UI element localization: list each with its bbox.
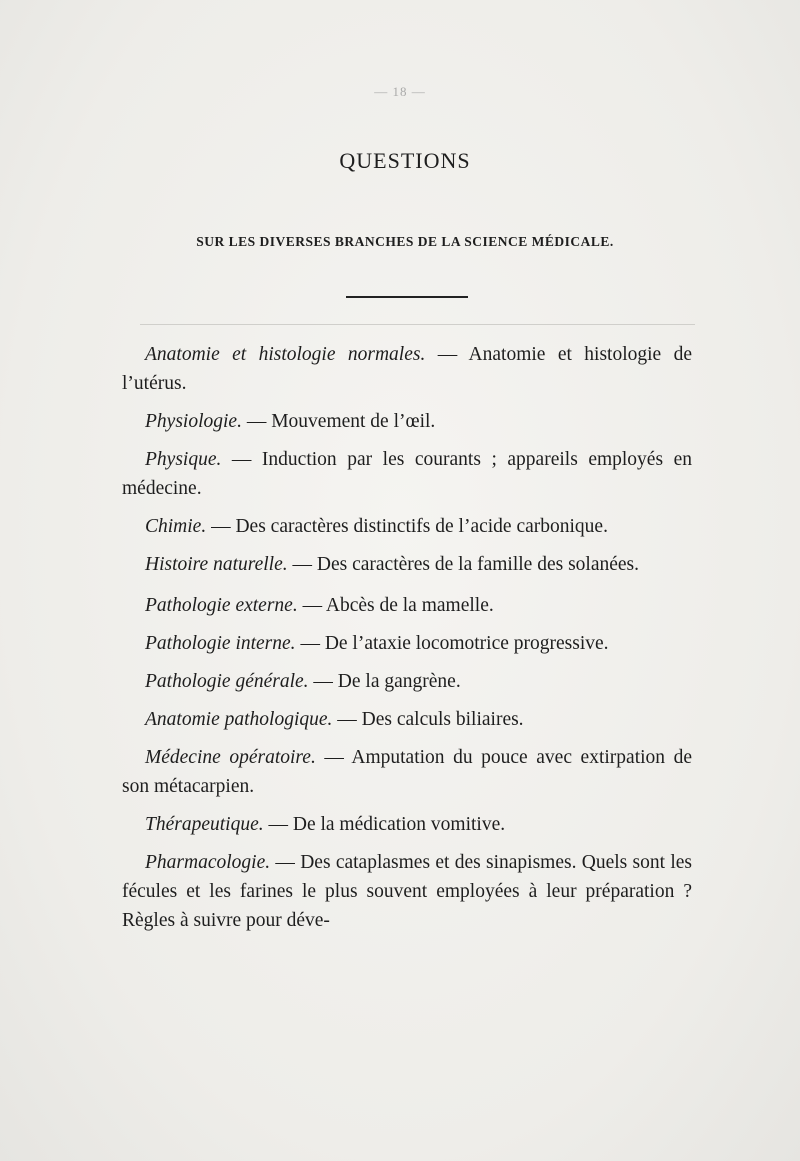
question-entry xyxy=(122,743,692,801)
question-text: — Anatomie et histologie de l’utérus. xyxy=(122,344,692,394)
question-subject: Pathologie interne. xyxy=(145,633,296,654)
question-subject: Pathologie générale. xyxy=(145,671,309,692)
title-divider xyxy=(346,296,468,298)
page-number: — 18 — xyxy=(374,84,426,99)
question-entry xyxy=(122,550,692,579)
question-entry xyxy=(122,591,692,620)
question-entry xyxy=(122,848,692,935)
question-entry xyxy=(122,445,692,503)
question-text: — Des caractères de la famille des solanées. xyxy=(287,554,640,575)
question-text: — Abcès de la mamelle. xyxy=(297,595,494,616)
question-subject: Physique. xyxy=(145,449,222,470)
question-subject: Chimie. xyxy=(145,516,207,537)
question-subject: Pharmacologie. xyxy=(145,852,271,873)
page-title: QUESTIONS xyxy=(339,148,471,173)
question-subject: Anatomie et histologie normales. xyxy=(145,344,426,365)
question-text: — Des calculs biliaires. xyxy=(332,709,524,730)
question-subject: Médecine opératoire. xyxy=(145,747,316,768)
question-entry xyxy=(122,810,692,839)
questions-list xyxy=(122,340,692,944)
question-entry xyxy=(122,667,692,696)
question-subject: Pathologie externe. xyxy=(145,595,298,616)
question-subject: Physiologie. xyxy=(145,411,242,432)
question-entry xyxy=(122,629,692,658)
page-subtitle: SUR LES DIVERSES BRANCHES DE LA SCIENCE MÉDICALE. xyxy=(196,234,614,249)
question-text: — Induction par les courants ; appareils employés en médecine. xyxy=(122,449,692,499)
question-subject: Thérapeutique. xyxy=(145,814,264,835)
question-text: — De la médication vomitive. xyxy=(263,814,506,835)
question-text: — De l’ataxie locomotrice progressive. xyxy=(295,633,609,654)
question-text: — De la gangrène. xyxy=(308,671,461,692)
question-entry xyxy=(122,407,692,436)
question-entry xyxy=(122,705,692,734)
question-text: — Mouvement de l’œil. xyxy=(241,411,436,432)
question-text: — Des caractères distinctifs de l’acide carbonique. xyxy=(206,516,608,537)
question-text: — Amputation du pouce avec extirpation de son métacarpien. xyxy=(122,747,692,797)
question-entry xyxy=(122,512,692,541)
question-entry xyxy=(122,340,692,398)
question-subject: Histoire naturelle. xyxy=(145,554,288,575)
question-subject: Anatomie pathologique. xyxy=(145,709,333,730)
question-text: — Des cataplasmes et des sinapismes. Quels sont les fécules et les farines le plus souvent employées à leur préparation ? Règles à suivre pour déve- xyxy=(122,852,692,931)
bleed-through-divider xyxy=(140,324,695,325)
